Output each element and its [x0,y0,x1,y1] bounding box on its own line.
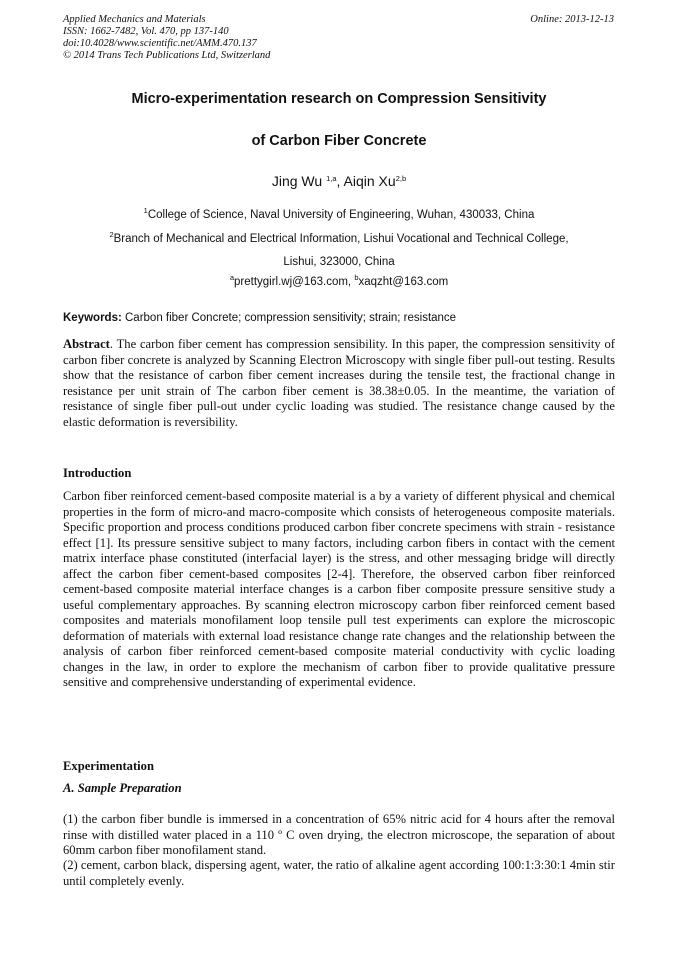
author-superscript: 1,a [326,174,337,183]
email-superscript: b [354,273,359,282]
paper-title-line-1: Micro-experimentation research on Compression Sensitivity [131,91,547,107]
affiliation-1 [40,206,638,221]
author-name: Jing Wu [271,173,323,189]
journal-header [63,14,483,62]
introduction-paragraph: Carbon fiber reinforced cement-based composite material is a by a variety of different physical and chemical properties in the form of micro-and macro-composite which consists of heterogeneous composite materials. Specific proportion and process conditions produced carbon fiber concrete specimens with strain - resistance effect [1]. Its pressure sensitive subject to many factors, including carbon fibers in contact with the cement matrix interface phase constituted (interfacial layer) is the stress, and other messaging bridge will directly affect the carbon fiber cement-based composites [2-4]. Therefore, the observed carbon fiber reinforced cement-based composite material interface changes is a carbon fiber composite pressure sensitive study a useful complementary approaches. By scanning electron microscopy carbon fiber reinforced cement based composites and materials monofilament loop tensile pull test experiments can explore the microscopic deformation of materials with external load resistance change rate changes and the relationship between the analysis of carbon fiber reinforced cement-based composite material conductivity with cyclic loading changes in the law, in order to explore the mechanism of carbon fiber to provide qualitative pressure sensitive and comprehensive understanding of experimental evidence. [63,489,615,689]
affiliation-superscript: 2 [109,230,114,239]
journal-name: Applied Mechanics and Materials [63,14,206,25]
introduction-heading: Introduction [63,466,132,480]
keywords-label: Keywords: [63,312,122,324]
author-emails [40,273,638,288]
doi-line: doi:10.4028/www.scientific.net/AMM.470.137 [63,38,257,49]
affiliation-text: College of Science, Naval University of Engineering, Wuhan, 430033, China [147,209,535,221]
affiliation-2-continued: Lishui, 323000, China [283,256,395,268]
affiliation-2 [40,230,638,245]
issn-line: ISSN: 1662-7482, Vol. 470, pp 137-140 [63,26,229,37]
online-date: Online: 2013-12-13 [530,14,614,25]
affiliation-superscript: 1 [143,206,148,215]
abstract-text: . The carbon fiber cement has compression sensibility. In this paper, the compression sensitivity of carbon fiber concrete is analyzed by Scanning Electron Microscopy with single fiber pull-out testing. Results show that the resistance of carbon fiber cement increases during the tensile test, the fractional change in resistance per unit strain of The carbon fiber cement is 38.38±0.05. In the meantime, the variation of resistance of single fiber pull-out under cyclic loading was studied. The resistance change caused by the elastic deformation is reversibility. [63,337,615,429]
sample-preparation-heading: A. Sample Preparation [63,781,182,795]
abstract-label: Abstract [63,337,110,351]
keywords-line [63,312,615,324]
preparation-step-1: (1) the carbon fiber bundle is immersed in a concentration of 65% nitric acid for 4 hours after the removal rinse with distilled water placed in a 110 º C oven drying, the electron microscope, the separation of about 60mm carbon fiber monofilament stand. [63,812,615,857]
preparation-step-2: (2) cement, carbon black, dispersing agent, water, the ratio of alkaline agent according 100:1:3:30:1 4min stir until completely evenly. [63,858,615,888]
abstract-paragraph [63,337,615,430]
paper-title-line-2: of Carbon Fiber Concrete [251,133,427,149]
email-link[interactable]: prettygirl.wj@163.com, [234,276,355,288]
author-superscript: 2,b [395,174,407,183]
email-superscript: a [229,273,234,282]
email-link[interactable]: xaqzht@163.com [358,276,449,288]
experimentation-heading: Experimentation [63,759,154,773]
author-list [40,173,638,189]
author-name: Aiqin Xu [343,173,396,189]
affiliation-text: Branch of Mechanical and Electrical Information, Lishui Vocational and Technical College, [113,233,569,245]
copyright-line: © 2014 Trans Tech Publications Ltd, Switzerland [63,50,271,61]
keywords-text: Carbon fiber Concrete; compression sensitivity; strain; resistance [121,312,457,324]
author-separator: , [336,173,344,189]
